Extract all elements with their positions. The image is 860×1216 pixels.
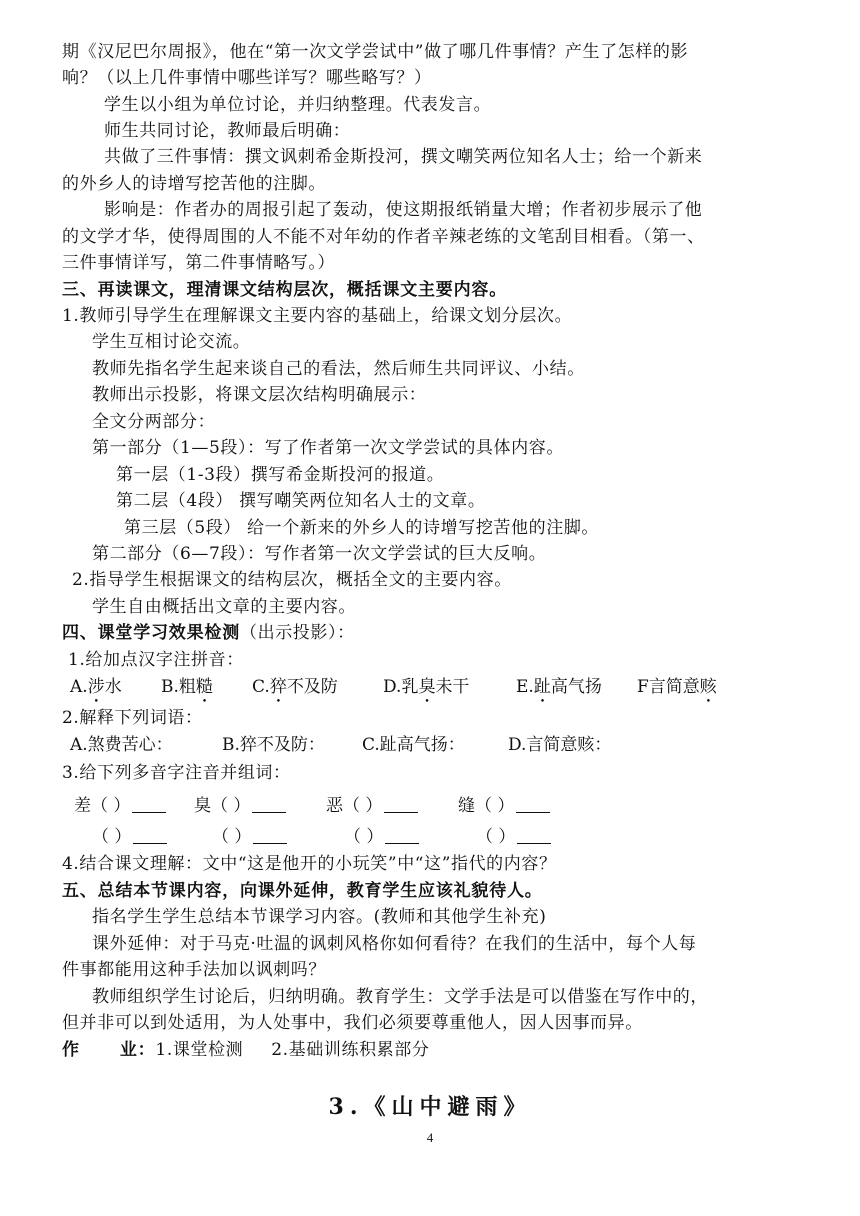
polyphone-item: 缝（ ） (458, 794, 550, 818)
term-b: B.猝不及防： (222, 735, 325, 755)
homework-item-1: 1.课堂检测 (155, 1040, 244, 1060)
structure-layer-3: 第三层（5段） 给一个新来的外乡人的诗增写挖苦他的注脚。 (124, 518, 600, 538)
polyphone-item: 臭（ ） (194, 794, 286, 818)
page-number: 4 (426, 1130, 434, 1145)
option-a: A.涉水 (70, 677, 122, 697)
question-4: 4.结合课文理解：文中“这是他开的小玩笑”中“这”指代的内容？ (62, 854, 557, 874)
answer-blank[interactable] (252, 796, 286, 813)
polyphone-item: （ ） (476, 825, 551, 849)
paragraph-line: 教师出示投影，将课文层次结构明确展示： (92, 385, 427, 405)
paragraph-line: 影响是：作者办的周报引起了轰动，使这期报纸销量大增；作者初步展示了他 (104, 200, 703, 220)
paragraph-line: 的文学才华，使得周围的人不能不对年幼的作者辛辣老练的文笔刮目相看。（第一、 (62, 227, 705, 247)
polyphone-item: （ ） (92, 825, 167, 849)
term-a: A.煞费苦心： (70, 735, 173, 755)
polyphone-item: 差（ ） (74, 794, 166, 818)
paragraph-line: 教师先指名学生起来谈自己的看法，然后师生共同评议、小结。 (92, 359, 585, 379)
answer-blank[interactable] (253, 827, 287, 844)
section-heading-5: 五、总结本节课内容，向课外延伸，教育学生应该礼貌待人。 (62, 881, 543, 901)
section-heading-4-title: 四、课堂学习效果检测 (62, 623, 240, 643)
term-c: C.趾高气扬： (362, 735, 465, 755)
structure-part-2: 第二部分（6—7段）：写作者第一次文学尝试的巨大反响。 (92, 544, 547, 564)
option-b: B.粗糙 (161, 677, 213, 697)
question-2: 2.解释下列词语： (62, 708, 203, 728)
paragraph-line: 响？（以上几件事情中哪些详写？哪些略写？） (62, 68, 432, 88)
structure-layer-2: 第二层（4段） 撰写嘲笑两位知名人士的文章。 (116, 491, 486, 511)
paragraph-line: 课外延伸：对于马克·吐温的讽刺风格你如何看待？在我们的生活中，每个人每 (92, 934, 697, 954)
paragraph-line: 但并非可以到处适用，为人处事中，我们必须要尊重他人，因人因事而异。 (62, 1013, 643, 1033)
answer-blank[interactable] (132, 796, 166, 813)
answer-blank[interactable] (385, 827, 419, 844)
paragraph-line: 学生自由概括出文章的主要内容。 (92, 597, 356, 617)
polyphone-item: （ ） (212, 825, 287, 849)
option-d: D.乳臭未干 (383, 677, 470, 697)
question-3: 3.给下列多音字注音并组词： (62, 763, 291, 783)
paragraph-line: 2.指导学生根据课文的结构层次，概括全文的主要内容。 (72, 570, 512, 590)
paragraph-line: 师生共同讨论，教师最后明确： (104, 121, 351, 141)
paragraph-line: 的外乡人的诗增写挖苦他的注脚。 (62, 174, 326, 194)
section-heading-4-note: （出示投影）： (240, 623, 355, 643)
homework-item-2: 2.基础训练积累部分 (271, 1040, 430, 1060)
section-heading-4 (62, 621, 355, 645)
term-d: D.言简意赅： (508, 735, 612, 755)
polyphone-item: （ ） (344, 825, 419, 849)
homework-line (62, 1038, 429, 1062)
answer-blank[interactable] (384, 796, 418, 813)
structure-part-1: 第一部分（1—5段）：写了作者第一次文学尝试的具体内容。 (92, 438, 564, 458)
question-1: 1.给加点汉字注拼音： (68, 650, 244, 670)
paragraph-line: 学生互相讨论交流。 (92, 332, 251, 352)
paragraph-line: 共做了三件事情：撰文讽刺希金斯投河，撰文嘲笑两位知名人士；给一个新来 (104, 147, 703, 167)
paragraph-line: 三件事情详写，第二件事情略写。） (62, 253, 336, 273)
answer-blank[interactable] (517, 827, 551, 844)
answer-blank[interactable] (516, 796, 550, 813)
paragraph-line: 学生以小组为单位讨论，并归纳整理。代表发言。 (104, 95, 492, 115)
option-f: F言简意赅 (637, 677, 717, 697)
paragraph-line: 1.教师引导学生在理解课文主要内容的基础上，给课文划分层次。 (62, 306, 573, 326)
homework-label-1: 作 (62, 1040, 80, 1060)
structure-layer-1: 第一层（1-3段）撰写希金斯投河的报道。 (116, 465, 445, 485)
polyphone-item: 恶（ ） (326, 794, 418, 818)
paragraph-line: 教师组织学生讨论后，归纳明确。教育学生：文学手法是可以借鉴在写作中的， (92, 987, 708, 1007)
option-e: E.趾高气扬 (516, 677, 602, 697)
lesson-title: 3.《山中避雨》 (328, 1094, 532, 1120)
paragraph-line: 件事都能用这种手法加以讽刺吗？ (62, 960, 326, 980)
paragraph-line: 指名学生学生总结本节课学习内容。(教师和其他学生补充) (92, 907, 547, 927)
paragraph-line: 全文分两部分： (92, 412, 216, 432)
answer-blank[interactable] (133, 827, 167, 844)
section-heading-3: 三、再读课文，理清课文结构层次，概括课文主要内容。 (62, 280, 507, 300)
option-c: C.猝不及防 (252, 677, 338, 697)
homework-label-2: 业： (119, 1040, 156, 1060)
paragraph-line: 期《汉尼巴尔周报》，他在“第一次文学尝试中”做了哪几件事情？产生了怎样的影 (62, 42, 689, 62)
